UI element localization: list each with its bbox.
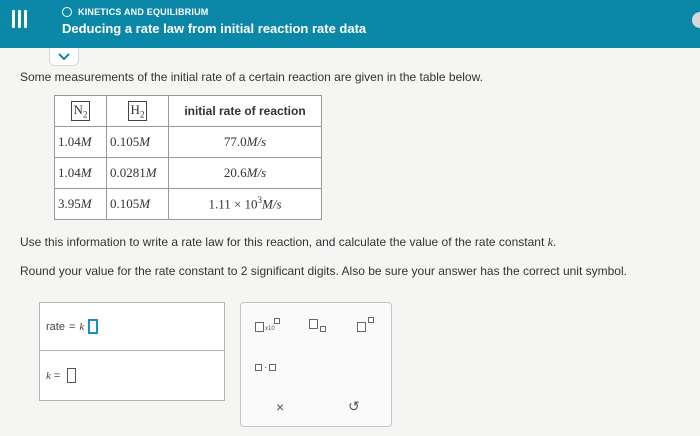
table-row (55, 189, 322, 220)
rate-cell: $1.11 \times 10^3M/s$ (169, 189, 322, 220)
side-tab[interactable] (692, 12, 700, 28)
rate-header: initial rate of reaction (169, 96, 322, 127)
math-toolbar (240, 302, 392, 427)
rounding-instruction: Round your value for the rate constant to 2 significant digits. Also be sure your answer has the correct unit symbol. (20, 264, 627, 278)
rate-cell: 77.0M/s (169, 127, 322, 158)
table-header-row (55, 96, 322, 127)
rate-law-row: rate = k (40, 303, 224, 351)
multiply-button[interactable]: · (255, 361, 281, 375)
rate-cell: 20.6M/s (169, 158, 322, 189)
topic-label: KINETICS AND EQUILIBRIUM (62, 7, 208, 17)
rate-constant-row: k = (40, 351, 224, 400)
subscript-button[interactable] (309, 317, 329, 335)
instruction-text: Use this information to write a rate law for this reaction, and calculate the value of the rate constant k. (20, 235, 557, 249)
table-row (55, 158, 322, 189)
collapse-button[interactable] (49, 48, 79, 66)
h2-header: $H_2$ (107, 96, 169, 127)
app-header (0, 0, 700, 48)
close-icon: × (276, 399, 285, 415)
rate-law-input[interactable] (88, 319, 98, 334)
undo-icon: ↺ (348, 398, 360, 414)
rate-data-table (54, 95, 322, 220)
circle-icon (62, 7, 72, 17)
chevron-down-icon (58, 53, 70, 61)
h2-cell: 0.105M (107, 189, 169, 220)
n2-cell: 3.95M (55, 189, 107, 220)
h2-cell: 0.0281M (107, 158, 169, 189)
answer-panel (39, 302, 225, 401)
n2-header: $N_2$ (55, 96, 107, 127)
n2-cell: 1.04M (55, 158, 107, 189)
menu-icon[interactable] (12, 10, 30, 32)
rate-constant-input[interactable] (67, 368, 76, 383)
problem-intro: Some measurements of the initial rate of a certain reaction are given in the table below. (20, 70, 483, 84)
scientific-notation-button[interactable]: x10 (255, 317, 281, 335)
table-row (55, 127, 322, 158)
page-title: Deducing a rate law from initial reaction rate data (62, 21, 367, 36)
superscript-button[interactable] (357, 317, 377, 335)
clear-button[interactable] (276, 399, 284, 415)
undo-button[interactable] (348, 398, 360, 415)
h2-cell: 0.105M (107, 127, 169, 158)
n2-cell: 1.04M (55, 127, 107, 158)
